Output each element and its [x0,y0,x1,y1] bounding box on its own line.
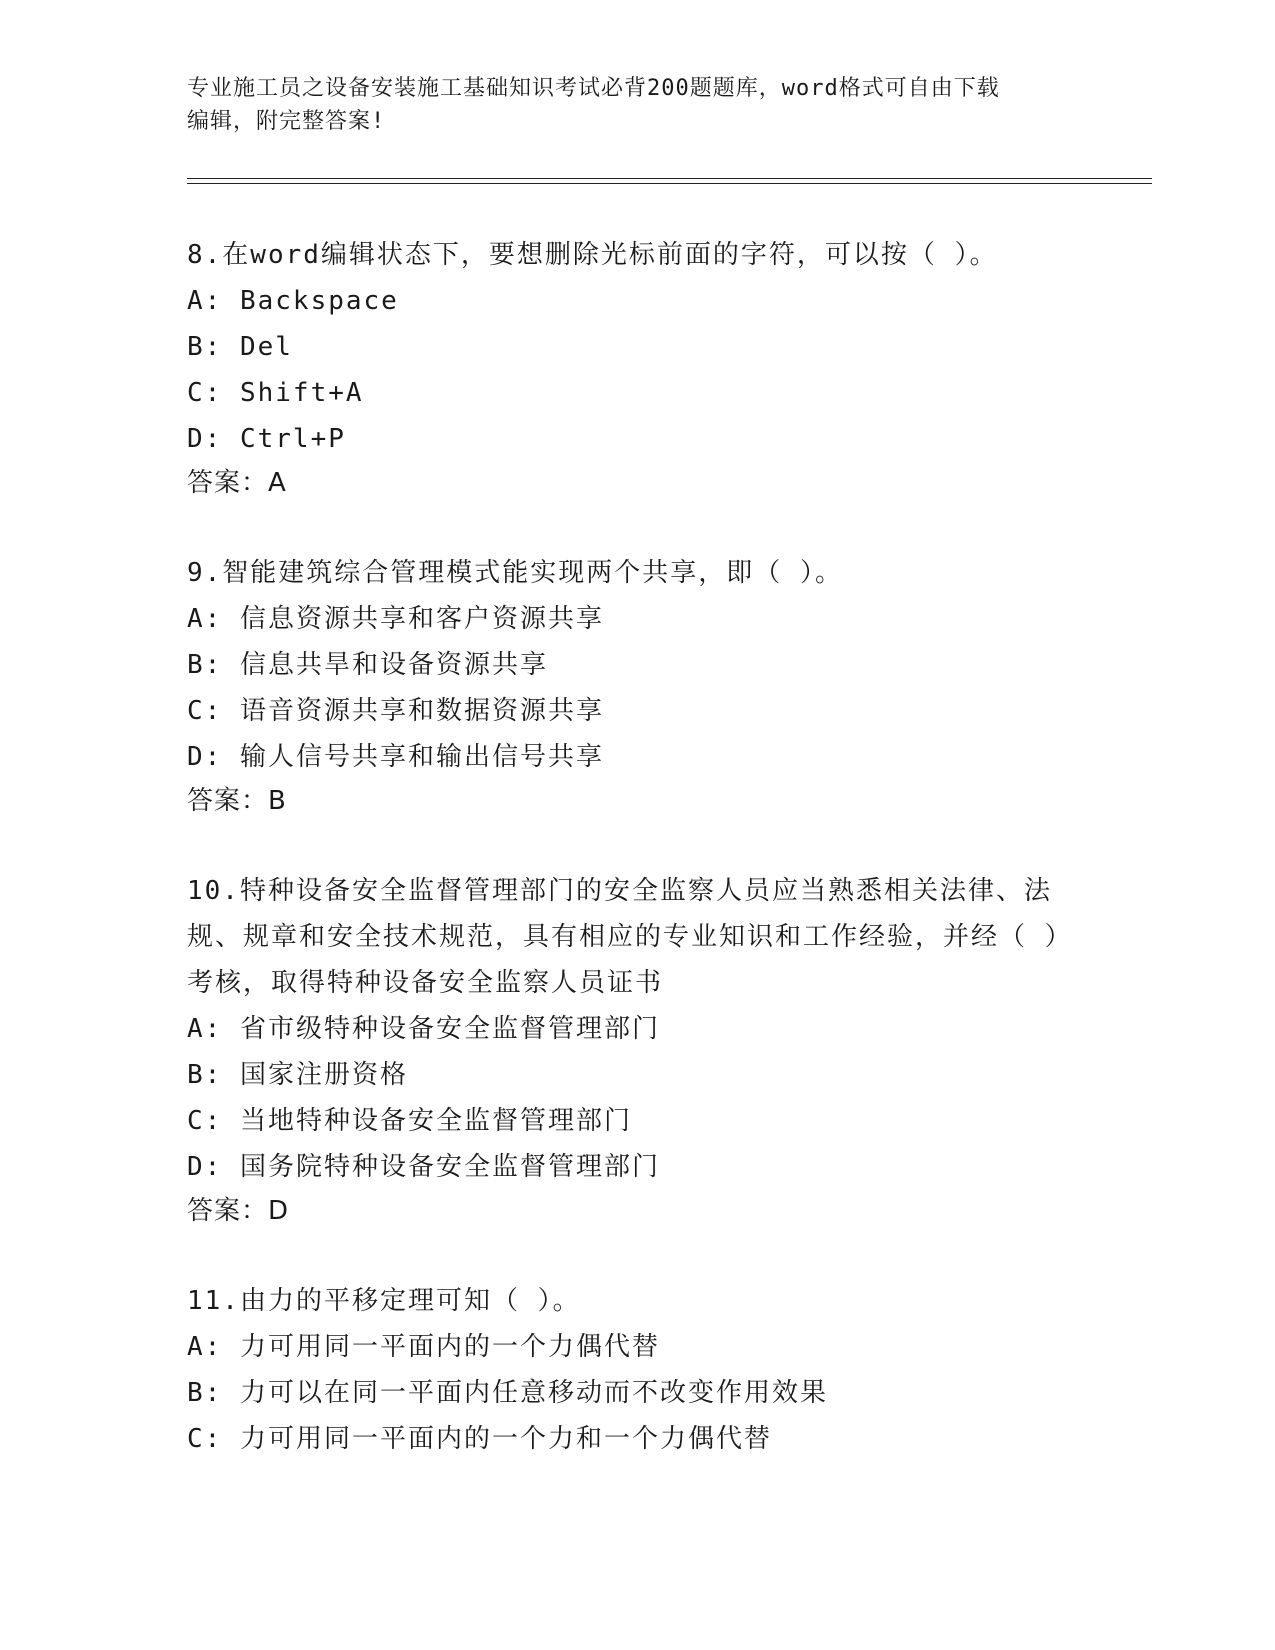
question-stem: 10.特种设备安全监督管理部门的安全监察人员应当熟悉相关法律、法规、规章和安全技术规范，具有相应的专业知识和工作经验，并经（ ）考核，取得特种设备安全监察人员证书 [187,876,1073,998]
question-10 [187,868,1087,1232]
question-stem: 8.在word编辑状态下，要想删除光标前面的字符，可以按（ ）。 [187,240,998,270]
option-a: A: 省市级特种设备安全监督管理部门 [187,1014,660,1044]
header-line-2: 编辑，附完整答案! [187,109,386,134]
option-c: C: 当地特种设备安全监督管理部门 [187,1106,632,1136]
option-d: D: 输人信号共享和输出信号共享 [187,742,604,772]
header-line-1: 专业施工员之设备安装施工基础知识考试必背200题题库，word格式可自由下载 [187,76,1000,101]
option-c: C: 语音资源共享和数据资源共享 [187,696,604,726]
option-b: B: 力可以在同一平面内任意移动而不改变作用效果 [187,1378,828,1408]
answer: 答案：D [187,1196,290,1226]
document-header [187,72,1067,138]
header-divider-top [187,178,1152,179]
option-b: B: 国家注册资格 [187,1060,408,1090]
option-d: D: 国务院特种设备安全监督管理部门 [187,1152,660,1182]
question-stem: 9.智能建筑综合管理模式能实现两个共享，即（ ）。 [187,558,843,588]
option-b: B: Del [187,332,293,362]
question-stem: 11.由力的平移定理可知（ ）。 [187,1286,581,1316]
option-d: D: Ctrl+P [187,424,346,454]
option-a: A: Backspace [187,286,399,316]
option-c: C: 力可用同一平面内的一个力和一个力偶代替 [187,1424,772,1454]
option-b: B: 信息共旱和设备资源共享 [187,650,548,680]
question-8 [187,232,1087,504]
option-a: A: 力可用同一平面内的一个力偶代替 [187,1332,660,1362]
option-c: C: Shift+A [187,378,364,408]
option-a: A: 信息资源共享和客户资源共享 [187,604,604,634]
answer: 答案：A [187,468,287,498]
question-9 [187,550,1087,822]
header-divider-bottom [187,183,1152,184]
question-list [187,232,1087,1508]
question-11 [187,1278,1087,1462]
answer: 答案：B [187,786,287,816]
